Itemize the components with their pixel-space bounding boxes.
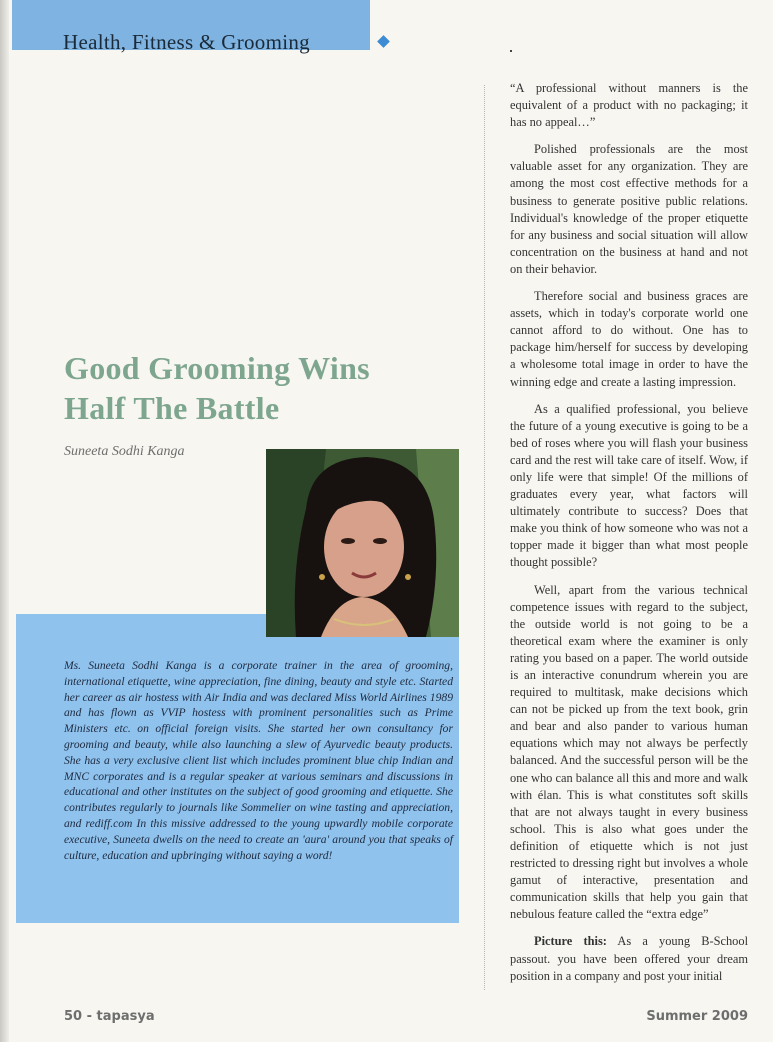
column-divider: [484, 85, 485, 990]
body-paragraph-4: Well, apart from the various technical competence issues with regard to the subject, the outside world is not going to be a theoretical exam where the examiner is only rating you based on a paper. The world outside is an interactive conundrum wherein you are required to multitask, make decisions which can not be picked up from the text book, grin and bear and also pander to various human equations which may not always be perfectly balanced. And the successful person will be the one who can balance all this and more and walk with élan. This is what constitutes soft skills that are not always taught in every business school. This is also what goes under the definition of etiquette which is not just restricted to dressing right but involves a whole gamut of interactive, presentation and communication skills that help you gain that nebulous feature called the “extra edge”: [510, 582, 748, 922]
author-photo: [266, 449, 459, 637]
author-byline: Suneeta Sodhi Kanga: [64, 444, 185, 459]
pull-quote: “A professional without manners is the equivalent of a product with no packaging; it has no appeal…”: [510, 81, 748, 130]
article-title-line-1: Good Grooming Wins: [64, 350, 370, 386]
footer-page-number: 50 - tapasya: [64, 1009, 155, 1024]
print-speck: [510, 50, 512, 52]
lead-in: Picture this:: [534, 934, 607, 949]
body-paragraph-5: [510, 933, 748, 984]
article-title: [64, 348, 484, 428]
article-title-line-2: Half The Battle: [64, 390, 280, 426]
author-bio: Ms. Suneeta Sodhi Kanga is a corporate trainer in the area of grooming, international etiquette, wine appreciation, fine dining, beauty and style etc. Started her career as air hostess with Air India and was declared Miss World Airlines 1989 and has flown as VVIP hostess with prominent personalities such as Prime Ministers etc. on official foreign visits. She started her own consultancy for grooming and beauty, while also launching a slew of Ayurvedic beauty products. She has a very exclusive client list which includes prominent blue chip Indian and MNC corporates and is a regular speaker at various seminars and discussions in educational and other institutes on the subject of good grooming and etiquette. She contributes regularly to journals like Sommelier on wine tasting and appreciation, and rediff.com In this missive addressed to the young upwardly mobile corporate executive, Suneeta dwells on the need to create an 'aura' around you that speaks of culture, education and upbringing without saying a word!: [64, 659, 453, 862]
body-paragraph-1: Polished professionals are the most valuable asset for any organization. They are among the most cost effective methods for a business to generate positive public relations. Individual's knowledge of the proper etiquette for any business and social situation will allow concentration on the business at hand and not on their behavior.: [510, 142, 748, 276]
footer-issue: Summer 2009: [646, 1009, 748, 1024]
body-paragraph-3: As a qualified professional, you believe the future of a young executive is going to be a bed of roses where you will flash your business card and the rest will take care of itself. Wow, if only life were that simple! Of the millions of graduates every year, what factors will ultimately contribute to success? Does that make you think of how someone who was not a topper made it bigger than what most people thought possible?: [510, 401, 748, 570]
page-binding-shadow: [0, 0, 9, 1042]
body-paragraph-2: Therefore social and business graces are assets, which in today's corporate world one cannot afford to do without. One has to package him/herself for success by developing a wholesome total image in order to have the winning edge and create a lasting impression.: [510, 289, 748, 389]
article-body: [510, 80, 748, 995]
diamond-icon: [377, 35, 390, 48]
section-header-title: Health, Fitness & Grooming: [63, 30, 310, 54]
body-paragraph-5-text: As a young B-School passout. you have been offered your dream position in a company and post your initial: [510, 934, 749, 983]
